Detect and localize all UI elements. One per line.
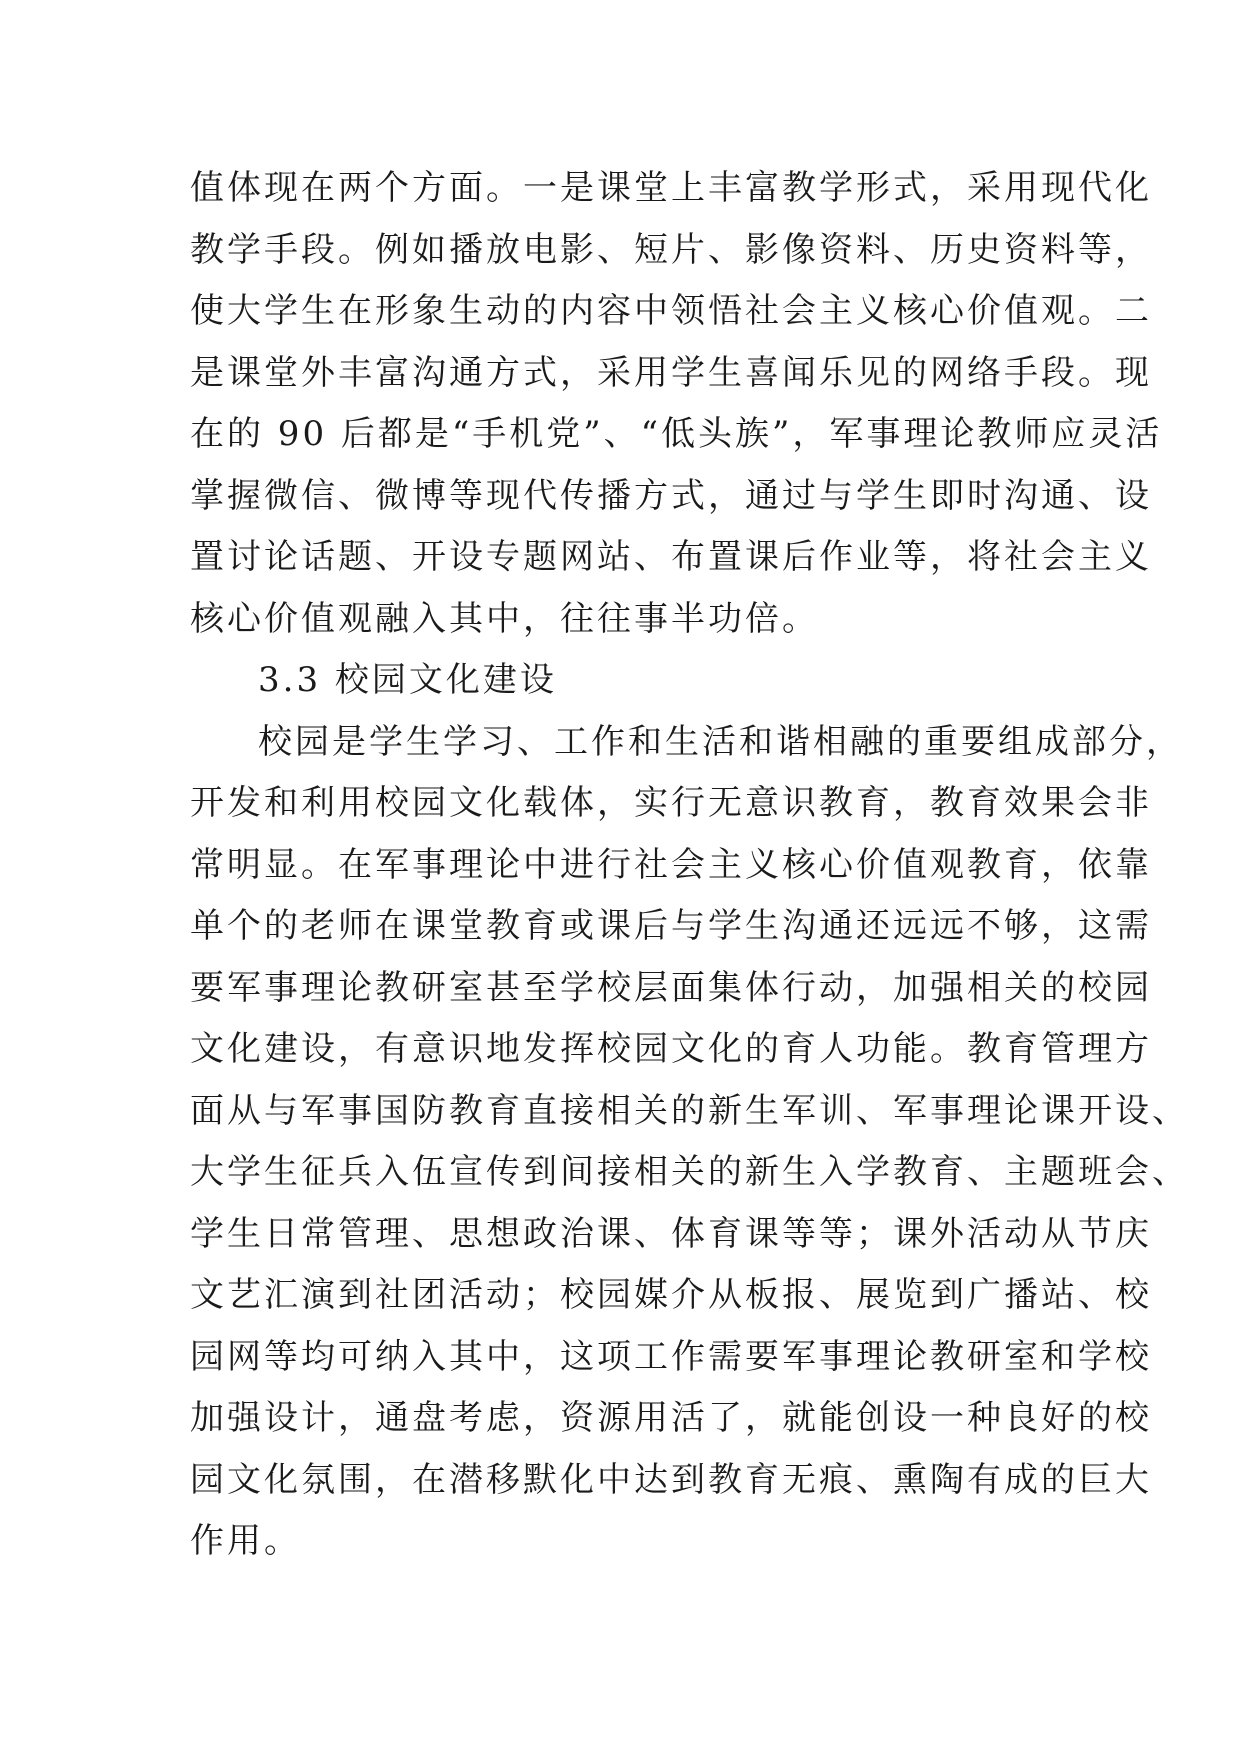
text-line: 文化建设，有意识地发挥校园文化的育人功能。教育管理方 — [190, 1029, 1152, 1069]
text-line: 文艺汇演到社团活动；校园媒介从板报、展览到广播站、校 — [190, 1275, 1152, 1315]
text-line: 是课堂外丰富沟通方式，采用学生喜闻乐见的网络手段。现 — [190, 352, 1152, 393]
text-line: 值体现在两个方面。一是课堂上丰富教学形式，采用现代化 — [190, 168, 1152, 208]
text-line: 核心价值观融入其中，往往事半功倍。 — [190, 598, 819, 639]
text-line: 开发和利用校园文化载体，实行无意识教育，教育效果会非 — [190, 783, 1152, 823]
text-line: 常明显。在军事理论中进行社会主义核心价值观教育，依靠 — [190, 844, 1152, 885]
text-line: 大学生征兵入伍宣传到间接相关的新生入学教育、主题班会、 — [190, 1152, 1189, 1192]
text-line: 园网等均可纳入其中，这项工作需要军事理论教研室和学校 — [190, 1336, 1152, 1377]
text-line: 园文化氛围，在潜移默化中达到教育无痕、熏陶有成的巨大 — [190, 1459, 1152, 1500]
text-line: 单个的老师在课堂教育或课后与学生沟通还远远不够，这需 — [190, 906, 1152, 946]
text-line: 加强设计，通盘考虑，资源用活了，就能创设一种良好的校 — [190, 1398, 1152, 1438]
text-line: 要军事理论教研室甚至学校层面集体行动，加强相关的校园 — [190, 967, 1152, 1008]
text-line: 在的 90 后都是“手机党”、“低头族”，军事理论教师应灵活 — [190, 414, 1163, 454]
text-line: 置讨论话题、开设专题网站、布置课后作业等，将社会主义 — [190, 537, 1152, 577]
text-line: 教学手段。例如播放电影、短片、影像资料、历史资料等， — [190, 229, 1152, 270]
document-body — [190, 158, 1189, 1573]
text-line: 学生日常管理、思想政治课、体育课等等；课外活动从节庆 — [190, 1213, 1152, 1254]
text-line: 校园是学生学习、工作和生活和谐相融的重要组成部分， — [258, 721, 1183, 762]
text-line: 掌握微信、微博等现代传播方式，通过与学生即时沟通、设 — [190, 475, 1152, 516]
text-line: 作用。 — [190, 1521, 301, 1561]
text-line: 面从与军事国防教育直接相关的新生军训、军事理论课开设、 — [190, 1090, 1189, 1131]
text-line: 使大学生在形象生动的内容中领悟社会主义核心价值观。二 — [190, 291, 1152, 331]
section-heading: 3.3 校园文化建设 — [258, 660, 557, 700]
